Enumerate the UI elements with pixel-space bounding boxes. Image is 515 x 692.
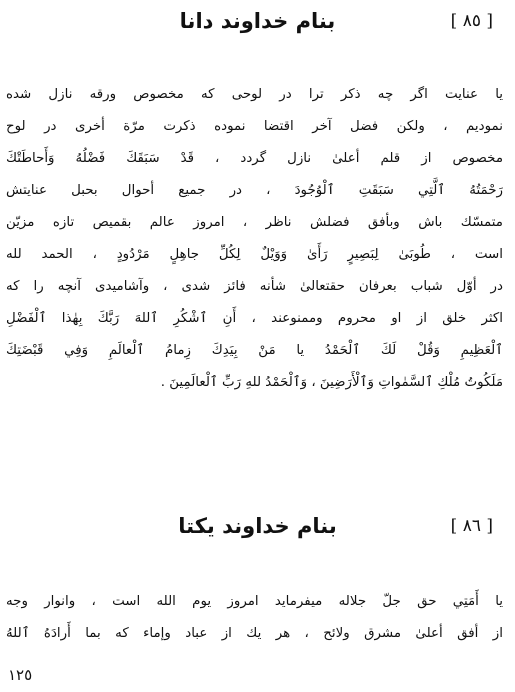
- section-85-title: بنام خداوند دانا: [179, 9, 336, 33]
- section-85-number: [ ٨٥ ]: [450, 11, 493, 31]
- text-line: اکثر خلق از او محروم وممنوعند ، أَنِ ٱشْكُرِ ٱللهَ رَبَّكَ بِهٰذا ٱلْفَضْلِ: [6, 311, 503, 326]
- page-number: ١٢٥: [8, 666, 33, 684]
- section-86-number: [ ٨٦ ]: [450, 516, 493, 536]
- text-line: یا عنایت اگر چه ذکر ترا در لوحی که مخصوص ورقه نازل شده: [6, 87, 503, 102]
- text-line: مخصوص از قلم أعلیٰ نازل گردد ، قَدْ سَبَقَكَ فَضْلُهُ وَأَحاطَتْكَ: [6, 151, 503, 166]
- text-line: مَلَكُوتُ مُلْكِ ٱلسَّمٰواتِ وَٱلْأَرَضِينَ ، وَٱلْحَمْدُ للهِ رَبِّ ٱلْعالَمِينَ .: [160, 375, 503, 390]
- text-line: است ، طُوبَىٰ لِبَصِيرٍ رَأَىٰ وَوَيْلٌ لِكُلِّ جاهِلٍ مَرْدُودٍ ، الحمد لله: [6, 247, 503, 262]
- text-line: رَحْمَتُهُ ٱلَّتِي سَبَقَتِ ٱلْوُجُودَ ، در جمیع أحوال بحبل عنایتش: [6, 183, 503, 198]
- text-line: از أفق أعلیٰ مشرق ولائح ، هر یك از عباد وإماء که بما أَرادَهُ ٱللهُ: [6, 626, 503, 641]
- text-line: در أوّل شباب بعرفان حقتعالیٰ شأنه فائز شدی ، وآشامیدی آنچه را که: [6, 279, 503, 294]
- section-86-body: [6, 586, 503, 650]
- section-85-header: [0, 6, 515, 40]
- section-85-body: [6, 79, 503, 399]
- text-line: متمسّك باش وبأفق فضلش ناظر ، امروز عالم بقمیص تازه مزیّن: [6, 215, 503, 230]
- text-line: نمودیم ، ولکن فضل آخر اقتضا نموده ذکرت مرّة أخری در لوح: [6, 119, 503, 134]
- text-line: ٱلْعَظِيمِ وَقُلْ لَكَ ٱلْحَمْدُ يا مَنْ بِيَدِكَ زِمامُ ٱلْعالَمِ وَفِي قَبْضَتِكَ: [6, 343, 503, 358]
- section-86-title: بنام خداوند یکتا: [178, 514, 337, 538]
- section-86-header: [0, 511, 515, 545]
- text-line: یا أَمَتِي حق جلّ جلاله میفرماید امروز یوم الله است ، وانوار وجه: [6, 594, 503, 609]
